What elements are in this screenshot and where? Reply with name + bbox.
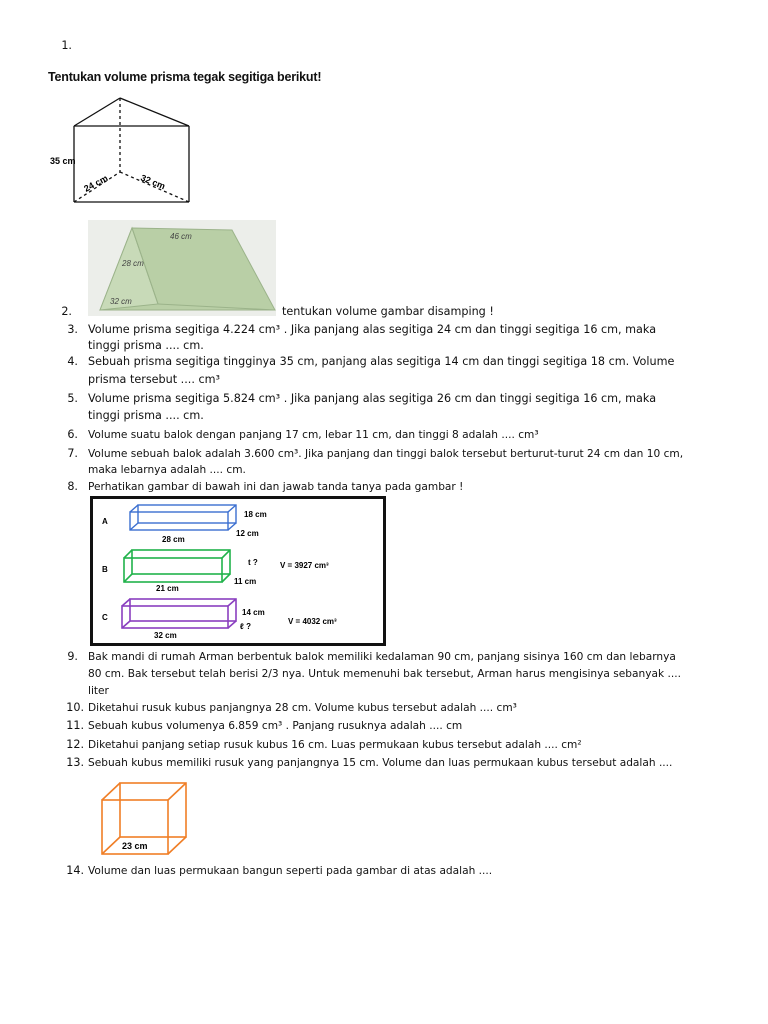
question-text-line: prisma tersebut .... cm³ bbox=[88, 373, 220, 386]
question-text-line: Volume prisma segitiga 4.224 cm³ . Jika panjang alas segitiga 24 cm dan tinggi segitiga 16 cm, maka bbox=[88, 323, 657, 336]
prism-photo-figure bbox=[88, 220, 276, 316]
question-text-line: Sebuah prisma segitiga tingginya 35 cm, panjang alas segitiga 14 cm dan tinggi segitiga 18 cm. Volume bbox=[88, 355, 675, 368]
side-label: 28 cm bbox=[122, 259, 144, 268]
question-text-line: liter bbox=[88, 685, 109, 697]
question-number: 7. bbox=[67, 447, 78, 460]
question-text-line: 80 cm. Bak tersebut telah berisi 2/3 nya. Untuk memenuhi bak tersebut, Arman harus mengisinya sebanyak .... bbox=[88, 668, 681, 680]
c-volume: V = 4032 cm³ bbox=[288, 617, 337, 626]
a-height: 18 cm bbox=[244, 510, 267, 519]
question-text-line: Sebuah kubus memiliki rusuk yang panjangnya 15 cm. Volume dan luas permukaan kubus tersebut adalah .... bbox=[88, 757, 673, 769]
question-number: 4. bbox=[67, 355, 78, 368]
question-number: 2. bbox=[61, 305, 72, 318]
c-height: 14 cm bbox=[242, 608, 265, 617]
b-width: 11 cm bbox=[234, 577, 257, 586]
label-a: A bbox=[102, 517, 108, 526]
question-text-line: tinggi prisma .... cm. bbox=[88, 409, 204, 422]
height-label: 35 cm bbox=[50, 156, 76, 166]
label-b: B bbox=[102, 565, 108, 574]
question-text-line: Bak mandi di rumah Arman berbentuk balok memiliki kedalaman 90 cm, panjang sisinya 160 cm dan lebarnya bbox=[88, 651, 676, 663]
question-text-line: Volume sebuah balok adalah 3.600 cm³. Jika panjang dan tinggi balok tersebut berturut-turut 24 cm dan 10 cm, bbox=[88, 448, 684, 460]
question-number: 8. bbox=[67, 480, 78, 493]
question-text-line: Diketahui rusuk kubus panjangnya 28 cm. Volume kubus tersebut adalah .... cm³ bbox=[88, 702, 517, 714]
b-volume: V = 3927 cm³ bbox=[280, 561, 329, 570]
question-number: 11. bbox=[66, 719, 84, 732]
question-number: 1. bbox=[61, 39, 72, 52]
question-text-line: Volume suatu balok dengan panjang 17 cm, lebar 11 cm, dan tinggi 8 adalah .... cm³ bbox=[88, 429, 539, 441]
question-text-line: Perhatikan gambar di bawah ini dan jawab tanda tanya pada gambar ! bbox=[88, 481, 464, 493]
label-c: C bbox=[102, 613, 108, 622]
question-text-line: tinggi prisma .... cm. bbox=[88, 339, 204, 352]
a-length: 28 cm bbox=[162, 535, 185, 544]
question-number: 10. bbox=[66, 701, 84, 714]
cuboids-figure bbox=[90, 496, 386, 646]
length-label: 46 cm bbox=[170, 232, 192, 241]
cube-edge-label: 23 cm bbox=[122, 841, 148, 851]
question-number: 3. bbox=[67, 323, 78, 336]
question-text: tentukan volume gambar disamping ! bbox=[282, 305, 494, 318]
a-width: 12 cm bbox=[236, 529, 259, 538]
question-number: 6. bbox=[67, 428, 78, 441]
side-a-label: 24 cm bbox=[82, 172, 110, 194]
question-title: Tentukan volume prisma tegak segitiga berikut! bbox=[48, 70, 322, 84]
question-text-line: Sebuah kubus volumenya 6.859 cm³ . Panjang rusuknya adalah .... cm bbox=[88, 720, 463, 732]
base-label: 32 cm bbox=[110, 297, 132, 306]
c-width: ℓ ? bbox=[240, 622, 252, 631]
b-length: 21 cm bbox=[156, 584, 179, 593]
question-text-line: Diketahui panjang setiap rusuk kubus 16 cm. Luas permukaan kubus tersebut adalah .... cm² bbox=[88, 739, 582, 751]
question-number: 14. bbox=[66, 864, 84, 877]
question-number: 5. bbox=[67, 392, 78, 405]
c-length: 32 cm bbox=[154, 631, 177, 640]
question-number: 12. bbox=[66, 738, 84, 751]
b-height: t ? bbox=[248, 558, 258, 567]
question-text: Volume dan luas permukaan bangun seperti pada gambar di atas adalah .... bbox=[88, 865, 493, 877]
triangular-prism-figure bbox=[48, 92, 288, 208]
question-text-line: Volume prisma segitiga 5.824 cm³ . Jika panjang alas segitiga 26 cm dan tinggi segitiga 16 cm, maka bbox=[88, 392, 657, 405]
question-number: 9. bbox=[67, 650, 78, 663]
cube-figure bbox=[96, 778, 192, 858]
question-text-line: maka lebarnya adalah .... cm. bbox=[88, 464, 246, 476]
side-b-label: 32 cm bbox=[139, 172, 167, 192]
question-number: 13. bbox=[66, 756, 84, 769]
